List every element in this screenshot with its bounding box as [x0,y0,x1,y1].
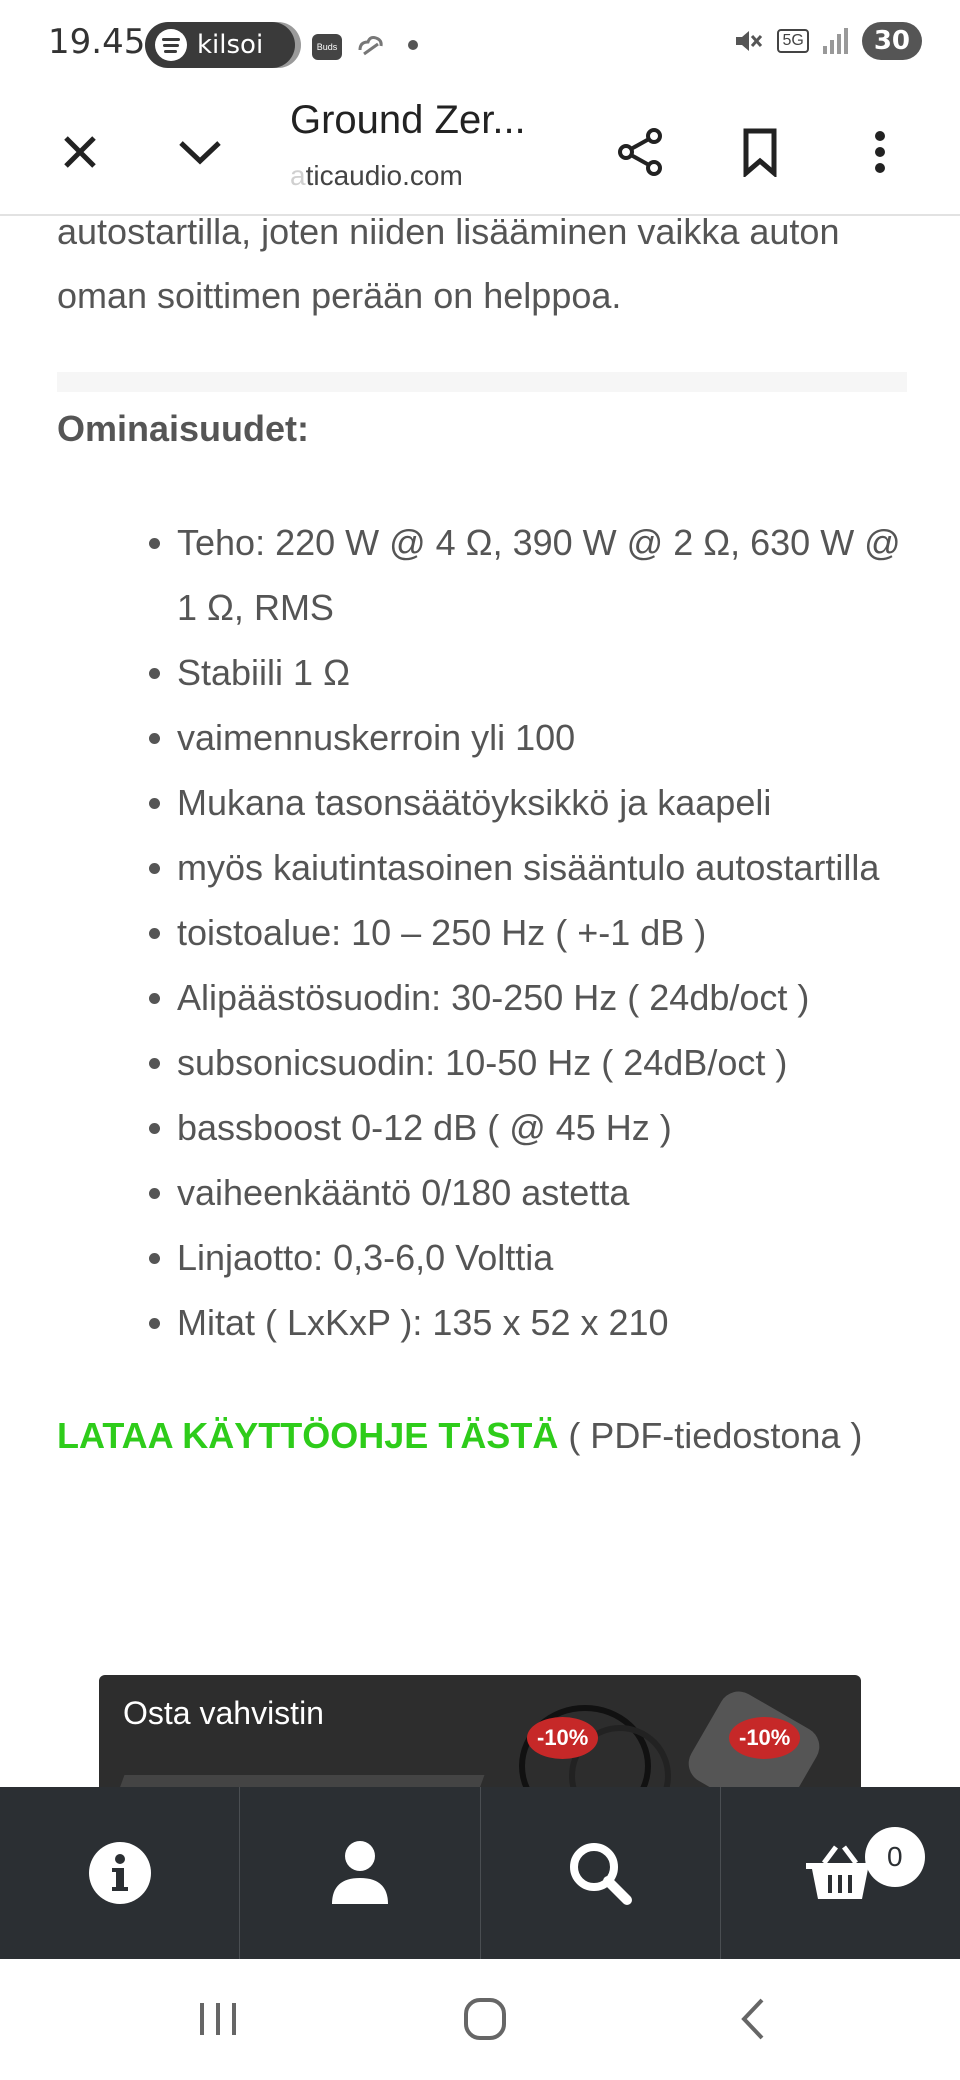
search-button[interactable] [481,1787,721,1959]
network-5g-icon: 5G [777,29,808,53]
section-divider [57,372,907,392]
page-title: Ground Zer... [290,98,526,142]
url-domain: ticaudio.com [305,160,463,191]
spotify-icon [155,29,187,61]
home-icon [462,1996,508,2042]
list-item: Linjaotto: 0,3-6,0 Volttia [177,1225,907,1290]
list-item: Mitat ( LxKxP ): 135 x 52 x 210 [177,1290,907,1355]
list-item: Stabiili 1 Ω [177,640,907,705]
share-button[interactable] [608,120,672,184]
info-button[interactable] [0,1787,240,1959]
account-button[interactable] [240,1787,480,1959]
chevron-down-icon [177,137,223,167]
bookmark-icon [740,127,780,177]
cart-button[interactable] [721,1787,960,1959]
list-item: vaiheenkääntö 0/180 astetta [177,1160,907,1225]
list-item: Mukana tasonsäätöyksikkö ja kaapeli [177,770,907,835]
back-button[interactable] [712,1989,792,2049]
page-url [290,160,463,192]
media-chip[interactable] [145,22,295,68]
battery-indicator: 30 [862,22,922,60]
intro-paragraph: autostartilla, joten niiden lisääminen vaikka auton oman soittimen perään on helppoa. [57,211,840,316]
status-time: 19.45 [48,22,146,62]
download-suffix: ( PDF-tiedostona ) [558,1415,863,1456]
list-item: vaimennuskerroin yli 100 [177,705,907,770]
discount-badge: -10% [527,1717,598,1759]
url-faded-prefix: a [290,160,306,191]
more-vert-icon [874,130,886,174]
mute-icon [733,26,763,56]
status-bar [0,0,960,90]
home-button[interactable] [445,1989,525,2049]
list-item: subsonicsuodin: 10-50 Hz ( 24dB/oct ) [177,1030,907,1095]
close-icon [60,132,100,172]
list-item: myös kaiutintasoinen sisääntulo autostartilla [177,835,907,900]
system-nav-bar [0,1959,960,2080]
media-label: kilsoi [197,30,264,60]
recent-apps-icon [196,1999,240,2039]
features-list [57,510,907,1355]
banner-title: Osta vahvistin [123,1695,324,1731]
browser-toolbar [0,90,960,216]
discount-badge: -10% [729,1717,800,1759]
buds-icon: Buds [312,34,342,60]
back-icon [736,1996,768,2042]
promo-banner[interactable] [99,1675,861,1795]
list-item: Teho: 220 W @ 4 Ω, 390 W @ 2 Ω, 630 W @ 1 Ω, RMS [177,510,907,640]
list-item: bassboost 0-12 dB ( @ 45 Hz ) [177,1095,907,1160]
share-icon [614,126,666,178]
recent-apps-button[interactable] [178,1989,258,2049]
download-manual-link[interactable]: LATAA KÄYTTÖOHJE TÄSTÄ [57,1415,559,1456]
info-icon [88,1841,152,1905]
cloud-sync-icon [356,32,386,60]
cart-count-badge: 0 [865,1827,925,1887]
download-paragraph [57,1403,907,1468]
more-menu-button[interactable] [848,120,912,184]
bottom-nav [0,1787,960,1959]
expand-button[interactable] [168,120,232,184]
signal-icon [823,28,848,54]
page-content [57,211,907,1468]
list-item: toistoalue: 10 – 250 Hz ( +-1 dB ) [177,900,907,965]
features-heading: Ominaisuudet: [57,408,310,449]
close-button[interactable] [48,120,112,184]
user-icon [330,1840,390,1906]
search-icon [567,1840,633,1906]
bookmark-button[interactable] [728,120,792,184]
notification-dot [408,40,418,50]
status-icons [733,22,922,60]
list-item: Alipäästösuodin: 30-250 Hz ( 24db/oct ) [177,965,907,1030]
